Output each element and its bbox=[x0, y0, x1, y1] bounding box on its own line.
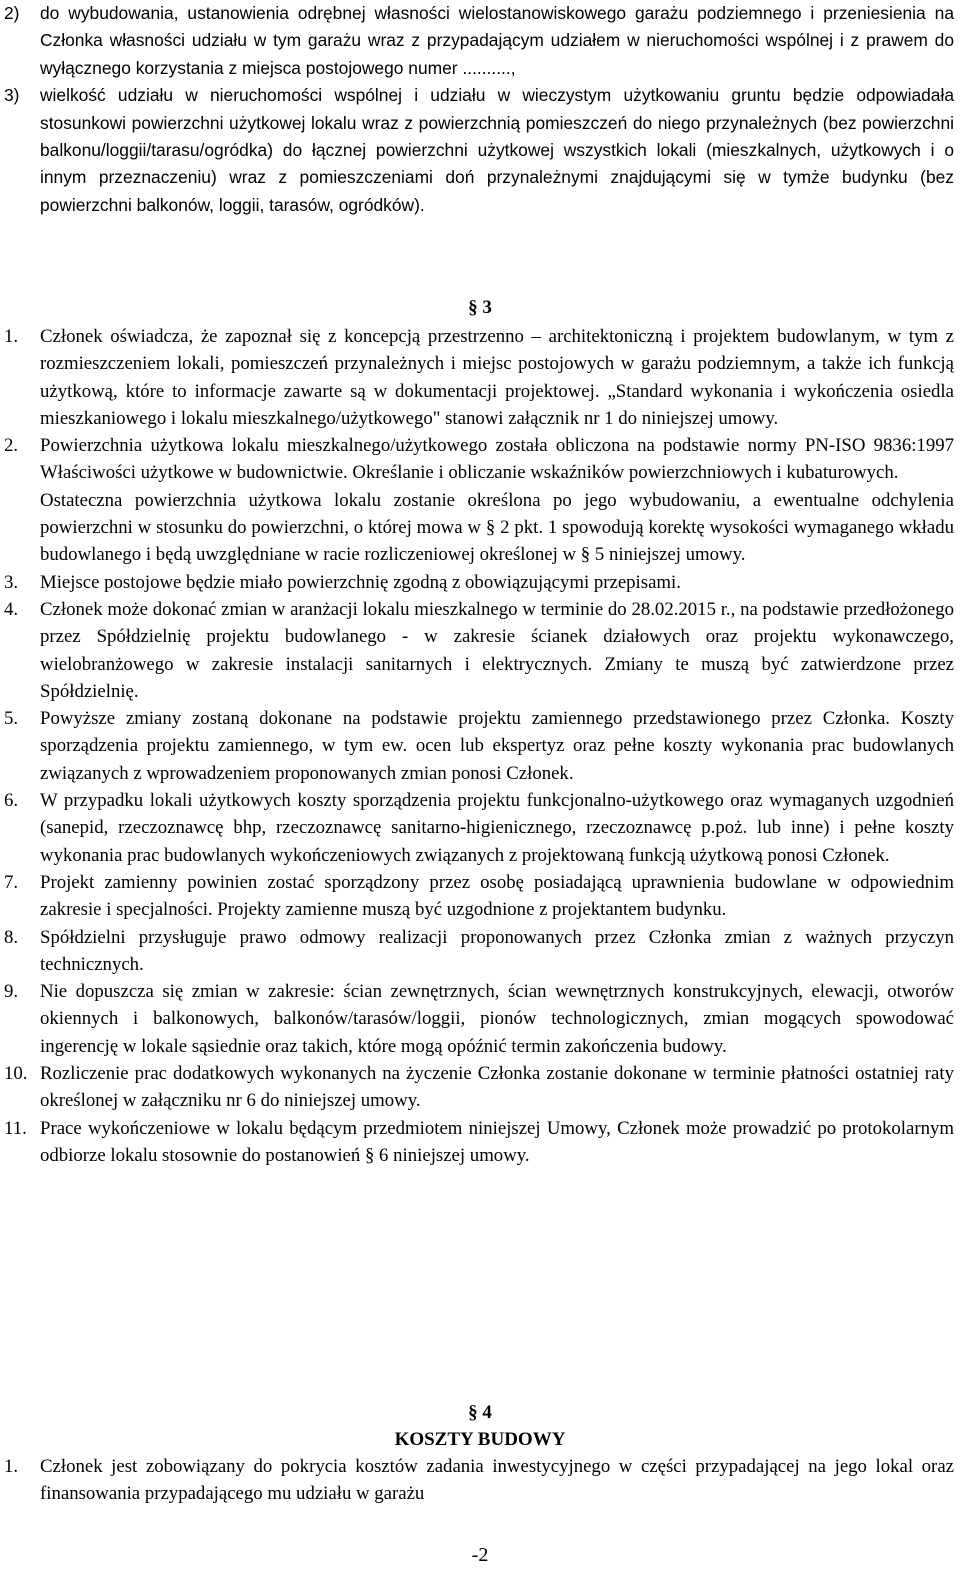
section-3-list bbox=[4, 323, 954, 1169]
item-number: 7. bbox=[4, 871, 19, 893]
list-item bbox=[4, 569, 954, 596]
section-3-heading: § 3 bbox=[468, 297, 492, 318]
list-item bbox=[4, 924, 954, 979]
item-number: 3. bbox=[4, 571, 19, 593]
item-text: Miejsce postojowe będzie miało powierzchnię zgodną z obowiązującymi przepisami. bbox=[40, 571, 681, 593]
item-number: 1. bbox=[4, 1456, 19, 1477]
section-4-list bbox=[4, 1453, 954, 1508]
item-number: 5. bbox=[4, 708, 19, 730]
item-number: 3) bbox=[4, 85, 20, 106]
list-item bbox=[4, 1060, 954, 1115]
item-text: Powierzchnia użytkowa lokalu mieszkalnego/użytkowego została obliczona na podstawie normy PN-ISO 9836:1997 Właściwości użytkowe w budownictwie. Określanie i obliczanie wskaźników powierzchniowych i kubaturowych. bbox=[40, 435, 954, 484]
section-4-heading bbox=[0, 1399, 960, 1453]
item-number: 4. bbox=[4, 598, 19, 620]
item-number: 1. bbox=[4, 326, 19, 347]
list-item bbox=[4, 1453, 954, 1508]
list-item bbox=[4, 323, 954, 432]
page-number: -2 bbox=[471, 1544, 489, 1566]
item-text: W przypadku lokali użytkowych koszty sporządzenia projektu funkcjonalno-użytkowego oraz wymaganych uzgodnień (sanepid, rzeczoznawcę bhp, rzeczoznawcę sanitarno-higienicznego, rzeczoznawcę p.poż. lub inne) i pełne koszty wykonania prac budowlanych wykończeniowych związanych z projektowaną funkcją użytkową ponosi Członek. bbox=[40, 790, 954, 866]
item-number: 6. bbox=[4, 790, 19, 812]
item-number: 8. bbox=[4, 926, 19, 948]
section-4-title: KOSZTY BUDOWY bbox=[394, 1429, 566, 1450]
list-item bbox=[4, 869, 954, 924]
item-text: Prace wykończeniowe w lokalu będącym przedmiotem niniejszej Umowy, Członek może prowadzić po protokolarnym odbiorze lokalu stosownie do postanowień § 6 niniejszej umowy. bbox=[40, 1117, 954, 1166]
item-text: do wybudowania, ustanowienia odrębnej własności wielostanowiskowego garażu podziemnego i przeniesienia na Członka własności udziału w tym garażu wraz z przypadającym udziałem w nieruchomości wspólnej i z prawem do wyłącznego korzystania z miejsca postojowego numer .........., bbox=[40, 3, 954, 78]
item-text: Członek może dokonać zmian w aranżacji lokalu mieszkalnego w terminie do 28.02.2015 r., na podstawie przedłożonego przez Spółdzielnię projektu budowlanego - w zakresie ścianek działowych oraz projektu wykonawczego, wielobranżowego w zakresie instalacji sanitarnych i elektrycznych. Zmiany te muszą być zatwierdzone przez Spółdzielnię. bbox=[40, 598, 954, 702]
item-number: 2. bbox=[4, 435, 19, 457]
item-number: 9. bbox=[4, 981, 19, 1003]
list-item bbox=[4, 705, 954, 787]
item-text-continued: Ostateczna powierzchnia użytkowa lokalu zostanie określona po jego wybudowaniu, a ewentualne odchylenia powierzchni w stosunku do powierzchni, o której mowa w § 2 pkt. 1 spowodują korektę wysokości wymaganego wkładu budowlanego i będą uwzględniane w racie rozliczeniowej określonej w § 5 niniejszej umowy. bbox=[40, 489, 954, 566]
item-text: Nie dopuszcza się zmian w zakresie: ścian zewnętrznych, ścian wewnętrznych konstrukcyjnych, elewacji, otworów okiennych i balkonowych, balkonów/tarasów/loggii, pionów technologicznych, zmian mogących spowodować ingerencję w lokale sąsiednie oraz takich, które mogą opóźnić termin zakończenia budowy. bbox=[40, 981, 954, 1057]
list-item bbox=[4, 787, 954, 869]
item-text: Członek oświadcza, że zapoznał się z koncepcją przestrzenno – architektoniczną i projektem budowlanym, w tym z rozmieszczeniem lokali, pomieszczeń przynależnych i miejsc postojowych w garażu podziemnym, a także ich funkcją użytkową, które to informacje zawarte są w dokumentacji projektowej. „Standard wykonania i wykończenia osiedla mieszkaniowego i lokalu mieszkalnego/użytkowego" stanowi załącznik nr 1 do niniejszej umowy. bbox=[40, 326, 954, 429]
list-item bbox=[4, 596, 954, 705]
section-4-number: § 4 bbox=[468, 1402, 492, 1423]
list-item bbox=[4, 978, 954, 1060]
list-item bbox=[4, 82, 954, 219]
item-text: Projekt zamienny powinien zostać sporządzony przez osobę posiadającą uprawnienia budowlane w odpowiednim zakresie i specjalności. Projekty zamienne muszą być uzgodnione z projektantem budynku. bbox=[40, 871, 954, 921]
intro-list bbox=[4, 0, 954, 219]
item-text: Powyższe zmiany zostaną dokonane na podstawie projektu zamiennego przedstawionego przez Członka. Koszty sporządzenia projektu zamiennego, w tym ew. ocen lub ekspertyz oraz pełne koszty wykonania prac budowlanych związanych z wprowadzeniem proponowanych zmian ponosi Członek. bbox=[40, 708, 954, 784]
list-item bbox=[4, 432, 954, 568]
item-number: 2) bbox=[4, 3, 20, 23]
item-text: Rozliczenie prac dodatkowych wykonanych na życzenie Członka zostanie dokonane w terminie płatności ostatniej raty określonej w załączniku nr 6 do niniejszej umowy. bbox=[40, 1063, 954, 1112]
list-item bbox=[4, 0, 954, 82]
item-number: 11. bbox=[4, 1117, 27, 1139]
list-item bbox=[4, 1115, 954, 1170]
item-text: Członek jest zobowiązany do pokrycia kosztów zadania inwestycyjnego w części przypadającej na jego lokal oraz finansowania przypadającego mu udziału w garażu bbox=[40, 1456, 954, 1505]
item-text: wielkość udziału w nieruchomości wspólnej i udziału w wieczystym użytkowaniu gruntu będzie odpowiadała stosunkowi powierzchni użytkowej lokalu wraz z powierzchnią pomieszczeń do niego przynależnych (bez powierzchni balkonu/loggii/tarasu/ogródka) do łącznej powierzchni użytkowej wszystkich lokali (mieszkalnych, użytkowych i o innym przeznaczeniu) wraz z pomieszczeniami doń przynależnymi znajdującymi się w tymże budynku (bez powierzchni balkonów, loggii, tarasów, ogródków). bbox=[40, 85, 954, 215]
item-number: 10. bbox=[4, 1063, 28, 1085]
item-text: Spółdzielni przysługuje prawo odmowy realizacji proponowanych przez Członka zmian z ważnych przyczyn technicznych. bbox=[40, 926, 954, 975]
